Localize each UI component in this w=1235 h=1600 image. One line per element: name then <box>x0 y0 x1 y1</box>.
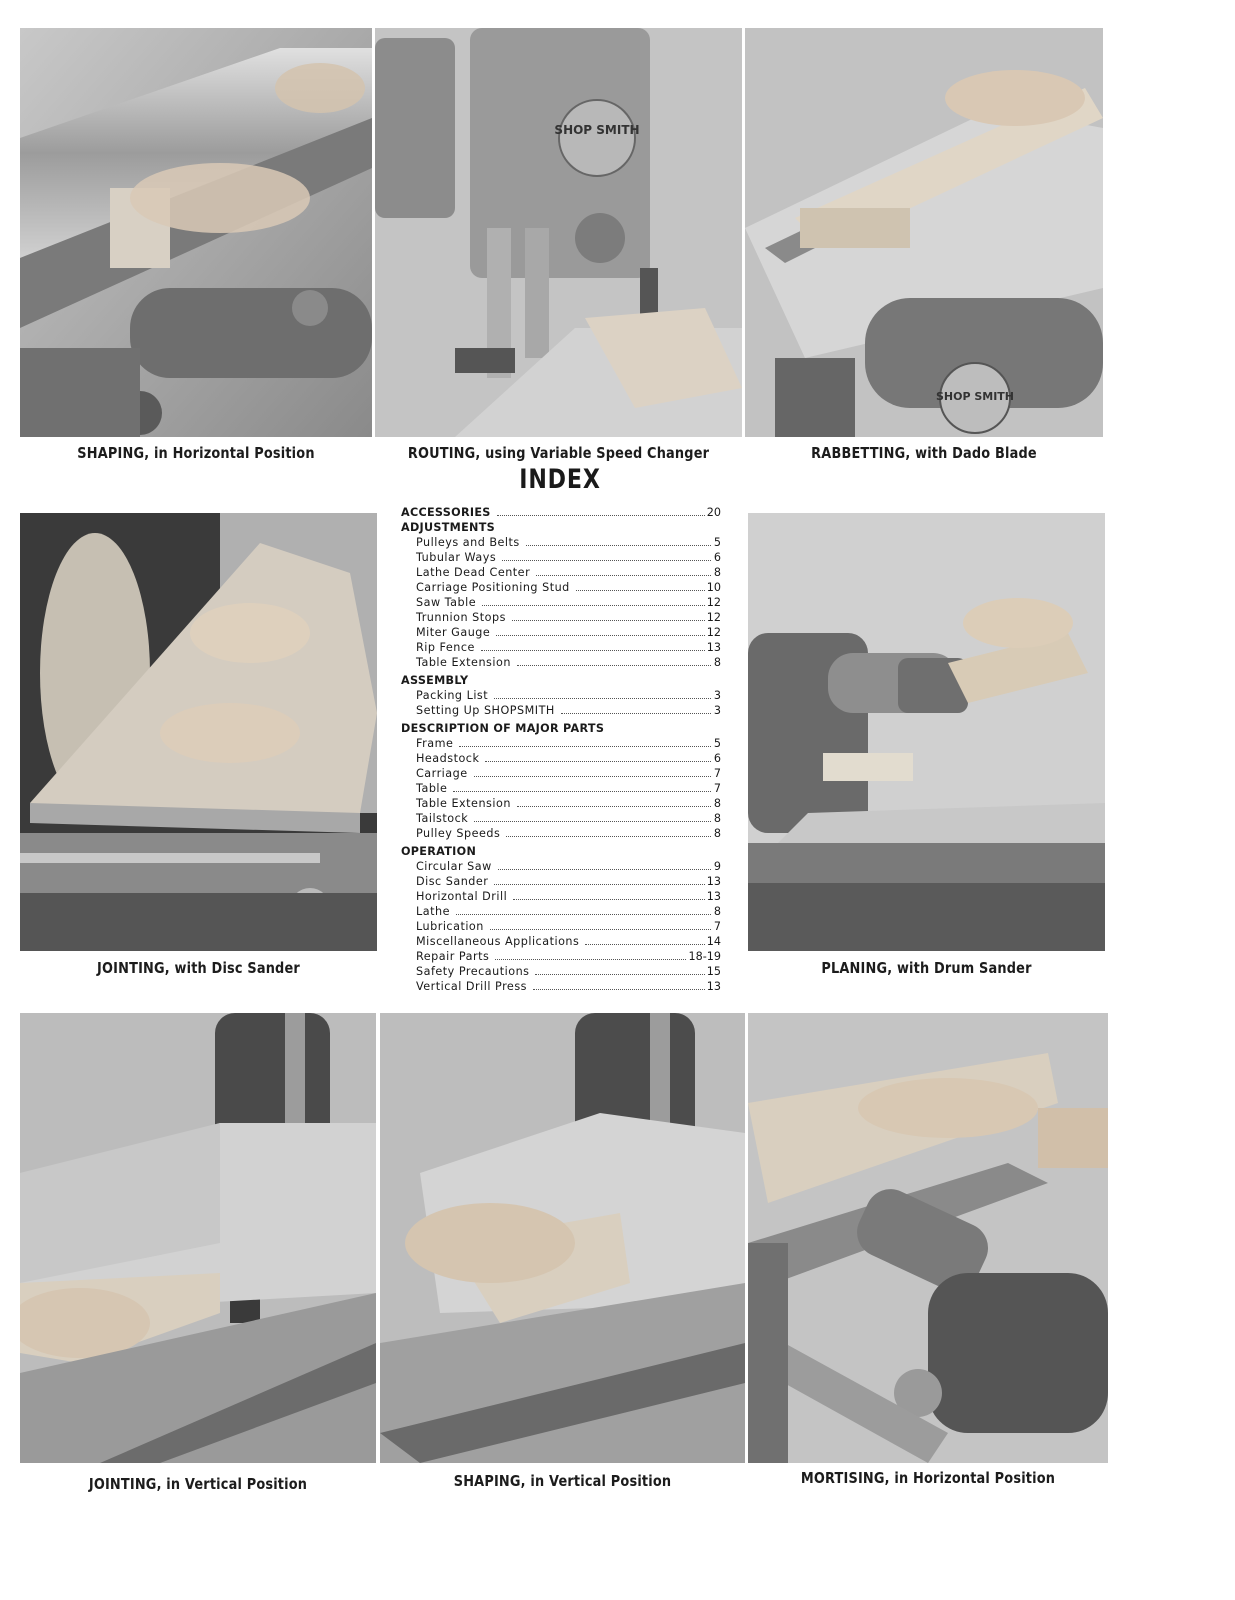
index-entry-page: 8 <box>713 797 721 810</box>
index-entry-label: Lathe <box>416 905 450 918</box>
index-section-adjustments <box>401 520 721 670</box>
dot-leader <box>576 590 705 591</box>
index-entry-label: Disc Sander <box>416 875 489 888</box>
index-entry-label: Pulley Speeds <box>416 827 501 840</box>
planing-drum-illustration <box>748 513 1105 951</box>
dot-leader <box>517 665 711 666</box>
dot-leader <box>494 698 711 699</box>
dot-leader <box>496 635 704 636</box>
dot-leader <box>535 974 704 975</box>
index-entry[interactable] <box>401 550 721 565</box>
dot-leader <box>459 746 711 747</box>
dot-leader <box>585 944 704 945</box>
index-entry-page: 3 <box>713 689 721 702</box>
index-section-description <box>401 721 721 841</box>
index-entry-page: 7 <box>713 767 721 780</box>
index-entry-label: Packing List <box>416 689 489 702</box>
photo-rabbetting <box>745 28 1103 437</box>
index-entry-page: 5 <box>713 737 721 750</box>
photo-planing-drum <box>748 513 1105 951</box>
index-entry-page: 12 <box>706 611 721 624</box>
index-entry[interactable] <box>401 610 721 625</box>
index-entry[interactable] <box>401 979 721 994</box>
index-entry-label: Vertical Drill Press <box>416 980 527 993</box>
index-section-assembly <box>401 673 721 718</box>
index-entry-label: Repair Parts <box>416 950 490 963</box>
index-entry[interactable] <box>401 919 721 934</box>
caption-jointing-disc: JOINTING, with Disc Sander <box>97 959 300 977</box>
photo-shaping-vertical <box>380 1013 745 1463</box>
dot-leader <box>526 545 711 546</box>
index-entry[interactable] <box>401 736 721 751</box>
index-entry[interactable] <box>401 889 721 904</box>
index-entry[interactable] <box>401 934 721 949</box>
index-entry-label: Lathe Dead Center <box>416 566 531 579</box>
dot-leader <box>474 821 711 822</box>
index-entry-page: 13 <box>706 890 721 903</box>
rabbetting-illustration <box>745 28 1103 437</box>
dot-leader <box>536 575 711 576</box>
index-entry-page: 13 <box>706 875 721 888</box>
index-entry-page: 10 <box>706 581 721 594</box>
index-entry[interactable] <box>401 949 721 964</box>
index-entry-label: Table Extension <box>416 797 511 810</box>
dot-leader <box>482 605 705 606</box>
dot-leader <box>533 989 705 990</box>
index-entry[interactable] <box>401 625 721 640</box>
index-entry-page: 8 <box>713 566 721 579</box>
caption-mortising-horizontal: MORTISING, in Horizontal Position <box>800 1469 1056 1487</box>
index-entry-page: 20 <box>706 506 721 519</box>
photo-jointing-disc <box>20 513 377 951</box>
index-entry-page: 7 <box>713 920 721 933</box>
index-entry[interactable] <box>401 904 721 919</box>
index-entry-label: Table <box>416 782 448 795</box>
dot-leader <box>490 929 711 930</box>
photo-mortising-horizontal <box>748 1013 1108 1463</box>
index-entry[interactable] <box>401 826 721 841</box>
index-entry-label: Headstock <box>416 752 480 765</box>
caption-planing-drum: PLANING, with Drum Sander <box>821 959 1032 977</box>
dot-leader <box>502 560 711 561</box>
routing-illustration <box>375 28 742 437</box>
index-entry-page: 6 <box>713 752 721 765</box>
index-section-heading: ADJUSTMENTS <box>401 521 496 534</box>
caption-shaping-horizontal: SHAPING, in Horizontal Position <box>77 444 315 462</box>
index-entry-label: ACCESSORIES <box>401 506 491 519</box>
shopsmith-logo: SHOP SMITH <box>554 123 640 137</box>
dot-leader <box>453 791 711 792</box>
caption-shaping-vertical: SHAPING, in Vertical Position <box>453 1472 672 1490</box>
dot-leader <box>517 806 711 807</box>
index-entry-label: Tubular Ways <box>416 551 497 564</box>
index-entry[interactable] <box>401 874 721 889</box>
index-entry-label: Carriage <box>416 767 468 780</box>
index-entry-label: Frame <box>416 737 454 750</box>
index-entry[interactable] <box>401 781 721 796</box>
index-entry-label: Trunnion Stops <box>416 611 506 624</box>
caption-jointing-vertical: JOINTING, in Vertical Position <box>88 1475 308 1493</box>
index-entry-page: 12 <box>706 626 721 639</box>
index-entry-label: Lubrication <box>416 920 484 933</box>
dot-leader <box>456 914 711 915</box>
index-entry-page: 8 <box>713 905 721 918</box>
jointing-vertical-illustration <box>20 1013 376 1463</box>
index-entry-label: Pulleys and Belts <box>416 536 520 549</box>
index-entry-label: Setting Up SHOPSMITH <box>416 704 555 717</box>
index-entry-label: Miscellaneous Applications <box>416 935 580 948</box>
index-entry-page: 9 <box>713 860 721 873</box>
index-entry-page: 13 <box>706 641 721 654</box>
index-entry[interactable] <box>401 703 721 718</box>
index-entry-page: 14 <box>706 935 721 948</box>
index-entry[interactable] <box>401 796 721 811</box>
index-entry-accessories[interactable] <box>401 505 721 520</box>
photo-routing <box>375 28 742 437</box>
index-entry[interactable] <box>401 640 721 655</box>
index-entry-label: Safety Precautions <box>416 965 530 978</box>
index-entry-label: Circular Saw <box>416 860 492 873</box>
index-entry[interactable] <box>401 565 721 580</box>
index-section-operation <box>401 844 721 994</box>
index-entry-label: Saw Table <box>416 596 477 609</box>
dot-leader <box>481 650 705 651</box>
index-entry[interactable] <box>401 859 721 874</box>
index-entry-label: Rip Fence <box>416 641 475 654</box>
index-entry-page: 15 <box>706 965 721 978</box>
dot-leader <box>512 620 705 621</box>
index-entry-page: 8 <box>713 827 721 840</box>
index-entry[interactable] <box>401 688 721 703</box>
dot-leader <box>561 713 711 714</box>
index-entry[interactable] <box>401 655 721 670</box>
index-entry-label: Table Extension <box>416 656 511 669</box>
index-entry-page: 6 <box>713 551 721 564</box>
index-section-heading: OPERATION <box>401 845 477 858</box>
index-entry[interactable] <box>401 751 721 766</box>
index-entry[interactable] <box>401 535 721 550</box>
shaping-vertical-illustration <box>380 1013 745 1463</box>
photo-jointing-vertical <box>20 1013 376 1463</box>
dot-leader <box>474 776 711 777</box>
caption-routing: ROUTING, using Variable Speed Changer <box>407 444 710 462</box>
caption-rabbetting: RABBETTING, with Dado Blade <box>811 444 1037 462</box>
index-entry[interactable] <box>401 766 721 781</box>
index-entry-page: 7 <box>713 782 721 795</box>
index-entry[interactable] <box>401 811 721 826</box>
dot-leader <box>494 884 704 885</box>
dot-leader <box>485 761 711 762</box>
index-entry[interactable] <box>401 595 721 610</box>
index-section-heading: ASSEMBLY <box>401 674 469 687</box>
index-entry[interactable] <box>401 580 721 595</box>
jointing-disc-illustration <box>20 513 377 951</box>
index-entry-label: Horizontal Drill <box>416 890 508 903</box>
mortising-horizontal-illustration <box>748 1013 1108 1463</box>
index-entry-label: Tailstock <box>416 812 469 825</box>
index-entry-label: Miter Gauge <box>416 626 491 639</box>
index-entry-page: 12 <box>706 596 721 609</box>
index-entry-page: 8 <box>713 656 721 669</box>
index-entry-page: 8 <box>713 812 721 825</box>
index-section-heading: DESCRIPTION OF MAJOR PARTS <box>401 722 605 735</box>
index-entry-page: 3 <box>713 704 721 717</box>
index-entry-page: 18-19 <box>688 950 721 963</box>
index-entry-page: 13 <box>706 980 721 993</box>
index-entry-label: Carriage Positioning Stud <box>416 581 570 594</box>
shaping-horizontal-illustration <box>20 28 372 437</box>
index-title: INDEX <box>519 464 601 495</box>
index-list <box>401 505 721 994</box>
index-entry[interactable] <box>401 964 721 979</box>
shopsmith-logo: SHOP SMITH <box>935 390 1015 403</box>
dot-leader <box>497 515 705 516</box>
index-entry-page: 5 <box>713 536 721 549</box>
dot-leader <box>495 959 686 960</box>
dot-leader <box>506 836 711 837</box>
photo-shaping-horizontal <box>20 28 372 437</box>
dot-leader <box>498 869 711 870</box>
dot-leader <box>513 899 705 900</box>
